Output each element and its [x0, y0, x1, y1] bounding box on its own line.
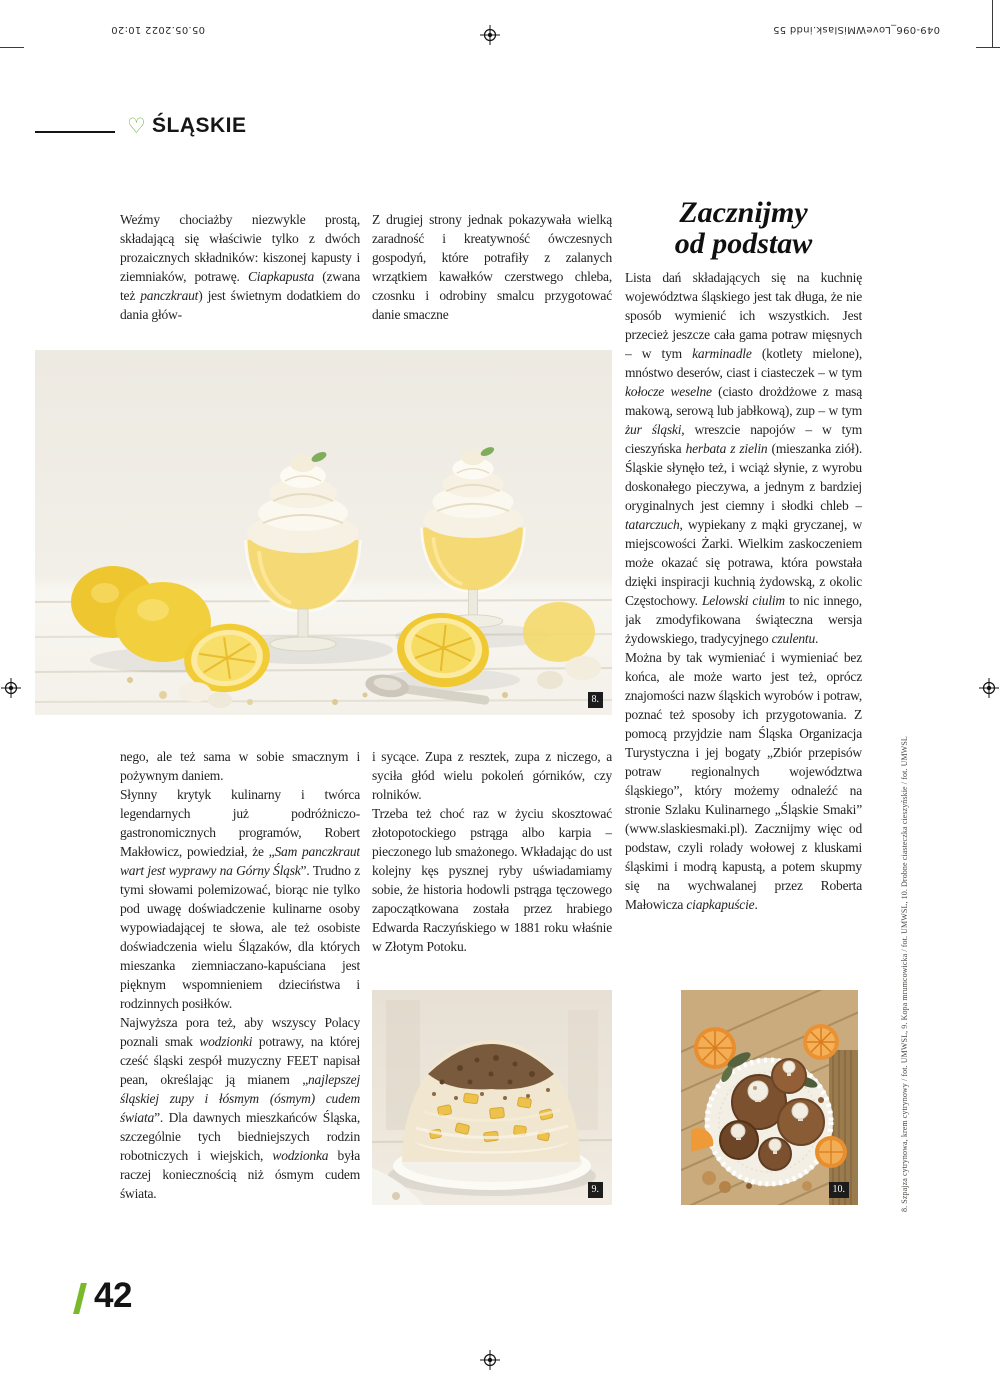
crop-mark-left-tick	[0, 47, 24, 48]
section-title: ŚLĄSKIE	[152, 114, 247, 137]
paragraph: Z drugiej strony jednak pokazywała wielką zaradność i kreatywność ówczesnych gospodyń, które potrafiły z zalanych wrzątkiem kawałków czerstwego chleba, czosnku i odrobiny smalcu przygotować danie smaczne	[372, 212, 612, 322]
photo-lemon-dessert	[35, 350, 612, 715]
prepress-timestamp: 05.05.2022 10:20	[110, 24, 205, 35]
registration-mark-left	[1, 678, 21, 698]
dome-cake-illustration	[372, 990, 612, 1205]
photo-number-badge: 8.	[588, 692, 604, 708]
heading-line-1: Zacznijmy	[679, 196, 808, 229]
photo-dome-cake	[372, 990, 612, 1205]
photo-number-badge: 10.	[829, 1182, 850, 1198]
lemon-dessert-illustration	[35, 350, 612, 715]
page-number-slash	[73, 1283, 87, 1314]
paragraph: i sycące. Zupa z resztek, zupa z niczego, a syciła głód wielu pokoleń górników, czy rolników.	[372, 749, 612, 802]
registration-mark-right	[979, 678, 999, 698]
paragraph: Lista dań składających się na kuchnię województwa śląskiego jest tak długa, że nie sposób wymienić ich wszystkich. Jest przecież jeszcze cała gama potraw mięsnych – w tym karminadle (kotlety mielone), mnóstwo deserów, ciast i ciasteczek – w tym kołocze weselne (ciasto drożdżowe z masą makową, serową lub jabłkową), zup – w tym żur śląski, wreszcie napojów – w tym cieszyńska herbata z zielin (mieszanka ziół). Śląskie słynęło też, i wciąż słynie, z wyrobu doskonałego pieczywa, a jednym z bardziej oryginalnych jest ciemny i słodki chleb – tatarczuch, wypiekany z mąki gryczanej, w miejscowości Żarki. Wielkim zaskoczeniem może okazać się potrawa, która powstała dzięki inspiracji kuchnią żydowską, z okolic Częstochowy. Lelowski ciulim to nic innego, jak zmodyfikowana świąteczna wersja żydowskiego, tradycyjnego czulentu.	[625, 270, 862, 646]
crop-mark-right-tick	[976, 47, 1000, 48]
prepress-filename: 049-096_LoveWMiSlask.indd 55	[772, 24, 940, 35]
photo-cookies-oranges	[681, 990, 858, 1205]
registration-mark-bottom	[480, 1350, 500, 1370]
photo-caption-vertical: 8. Szpajza cytrynowa, krem cytrynowy / fot. UMWSL, 9. Kopa mrumcowicka / fot. UMWSL, 10. Drobne ciasteczka cieszyńskie / fot. UMWSL	[900, 736, 909, 1212]
crop-mark-right-vertical	[992, 0, 993, 48]
header-rule	[35, 131, 115, 133]
paragraph: nego, ale też sama w sobie smacznym i pożywnym daniem.	[120, 749, 360, 783]
page-number: 42	[94, 1276, 132, 1315]
column-2-lower	[372, 747, 612, 969]
paragraph: Słynny krytyk kulinarny i twórca legendarnych już podróżniczo-gastronomicznych programów, Robert Makłowicz, powiedział, że „Sam panczkraut wart jest wyprawy na Górny Śląsk”. Trudno z tymi słowami polemizować, biorąc nie tylko pod uwagę doświadczenie kulinarne osoby wypowiadającej te słowa, ale też osobiste doświadczenia wielu Ślązaków, dla których mieszanka ziemniaczano-kapuściana jest pięknym wspomnieniem dzieciństwa i rodzinnych posiłków.	[120, 787, 360, 1011]
column-3-text	[625, 268, 862, 993]
registration-mark-top	[480, 25, 500, 45]
cookies-illustration	[681, 990, 858, 1205]
column-2-top	[372, 210, 612, 346]
heading-line-2: od podstaw	[674, 227, 813, 260]
heart-icon: ♡	[127, 114, 146, 138]
paragraph: Trzeba też choć raz w życiu skosztować złotopotockiego pstrąga albo karpia – pieczonego lub smażonego. Wkładając do ust kolejny kęs pysznej ryby uświadamiamy sobie, że historia hodowli pstrąga tęczowego zapoczątkowana została przez hrabiego Edwarda Raczyńskiego w 1881 roku właśnie w Złotym Potoku.	[372, 806, 612, 954]
paragraph: Najwyższa pora też, aby wszyscy Polacy poznali smak wodzionki potrawy, na której cześć śląski zespół muzyczny FEET napisał pean, określając ją mianem „najlepszej śląskiej zupy i łósmym (ósmym) cudem świata”. Dla dawnych mieszkańców Śląska, szczególnie tych biedniejszych rodzin robotniczych i wiejskich, wodzionka była raczej koniecznością niż ósmym cudem świata.	[120, 1015, 360, 1201]
column-1-top	[120, 210, 360, 346]
column-3	[625, 197, 862, 993]
paragraph: Można by tak wymieniać i wymieniać bez końca, ale może warto jest też, oprócz znajomości nazw śląskich wyrobów i potraw, poznać też sposoby ich przygotowania. Z pomocą przyjdzie nam Śląska Organizacja Turystyczna i jej bogaty „Zbiór przepisów potraw regionalnych województwa śląskiego”, który możemy odnaleźć na stronie Szlaku Kulinarnego „Śląskie Smaki” (www.slaskiesmaki.pl). Zacznijmy więc od podstaw, czyli rolady wołowej z kluskami śląskimi i modrą kapustą, a potem skupmy się na wychwalanej przez Roberta Małowicza ciapkapuście.	[625, 650, 862, 912]
photo-number-badge: 9.	[588, 1182, 604, 1198]
column-1-lower	[120, 747, 360, 1217]
article-heading	[625, 197, 862, 259]
paragraph: Weźmy chociażby niezwykle prostą, składającą się właściwie tylko z dwóch prozaicznych składników: kiszonej kapusty i ziemniaków, potrawę. Ciapkapusta (zwana też panczkraut) jest świetnym dodatkiem do dania głów-	[120, 212, 360, 322]
